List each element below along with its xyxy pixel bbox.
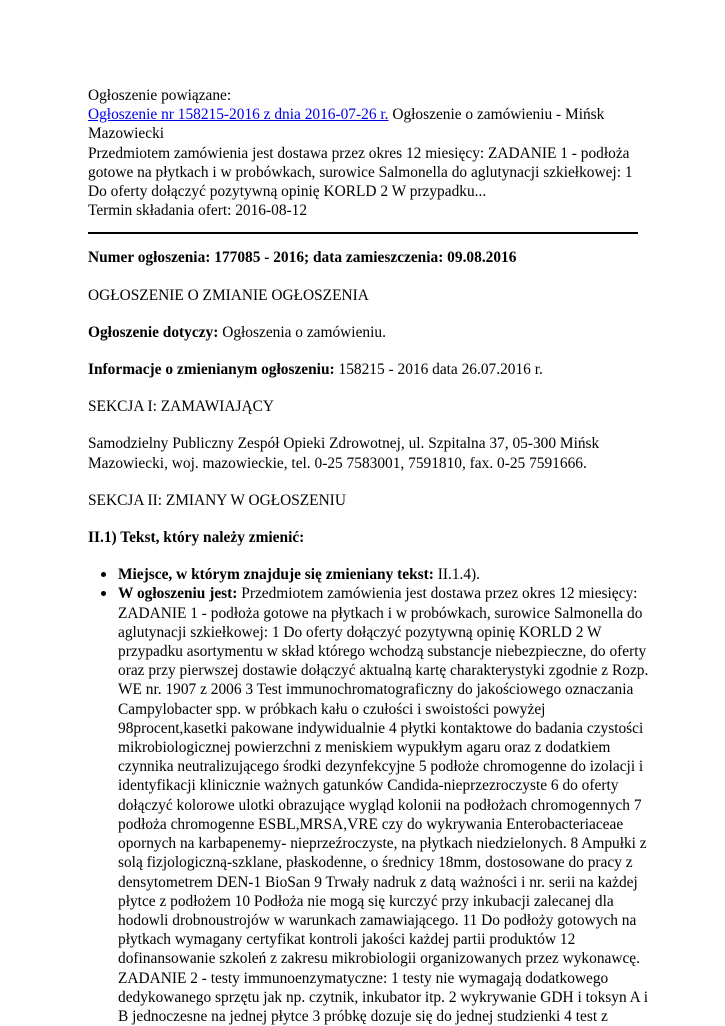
change-current-label: W ogłoszeniu jest: <box>118 585 238 603</box>
notice-title: OGŁOSZENIE O ZMIANIE OGŁOSZENIA <box>88 286 369 304</box>
list-item <box>88 565 650 584</box>
subsection-title <box>88 528 650 547</box>
notice-info-value: 158215 - 2016 data 26.07.2016 r. <box>334 361 543 379</box>
notice-number <box>88 248 650 267</box>
change-place-value: II.1.4). <box>433 566 481 584</box>
related-heading: Ogłoszenie powiązane: <box>88 87 232 104</box>
section-2-title: SEKCJA II: ZMIANY W OGŁOSZENIU <box>88 491 346 509</box>
related-summary: Przedmiotem zamówienia jest dostawa przez okres 12 miesięcy: ZADANIE 1 - podłoża gotowe na płytkach i w probówkach, surowice Salmonella do aglutynacji szkiełkowej: 1 Do oferty dołączyć pozytywną opinię KORLD 2 W przypadku... <box>88 144 633 201</box>
change-current-value: Przedmiotem zamówienia jest dostawa przez okres 12 miesięcy: ZADANIE 1 - podłoża gotowe na płytkach i w probówkach, surowice Salmonella do aglutynacji szkiełkowej: 1 Do oferty dołączyć pozytywną opinię KORLD 2 W przypadku asortymentu w skład którego wchodzą substancje niebezpieczne, do oferty oraz przy pierwszej dostawie dołączyć aktualną kartę charakterystyki zgodnie z Rozp. WE nr. 1907 z 2006 3 Test immunochromatograficzny do jakościowego oznaczania Campylobacter spp. w próbkach kału o czułości i swoistości powyżej 98procent,kasetki pakowane indywidualnie 4 płytki kontaktowe do badania czystości mikrobiologicznej powierzchni z meniskiem wypukłym agaru oraz z dodatkiem czynnika neutralizującego środki dezynfekcyjne 5 podłoże chromogenne do izolacji i identyfikacji klinicznie ważnych gatunków Candida-nieprzezroczyste 6 do oferty dołączyć kolorowe ulotki obrazujące wygląd kolonii na podłożach chromogennych 7 podłoża chromogenne ESBL,MRSA,VRE czy do wykrywania Enterobacteriaceae opornych na karbapenemy- nieprzeźroczyste, na płytkach niedzielonych. 8 Ampułki z solą fizjologiczną-szklane, płaskodenne, o średnicy 18mm, dostosowane do pracy z densytometrem DEN-1 BioSan 9 Trwały nadruk z datą ważności i nr. serii na każdej płytce z podłożem 10 Podłoża nie mogą się kurczyć przy inkubacji zalecanej dla hodowli drobnoustrojów w warunkach zamawiającego. 11 Do podłoży gotowych na płytkach wymagany certyfikat kontroli jakości każdej partii produktów 12 dofinansowanie szkoleń z zakresu mikrobiologii organizowanych przez wykonawcę. ZADANIE 2 - testy immunoenzymatyczne: 1 testy nie wymagają dodatkowego dedykowanego sprzętu jak np. czytnik, inkubator itp. 2 wykrywanie GDH i toksyn A i B jednoczesne na jednej płytce 3 próbkę dozuje się do jednej studzienki 4 test z <box>118 585 649 1025</box>
related-link-line <box>88 105 650 143</box>
notice-info-label: Informacje o zmienianym ogłoszeniu: <box>88 361 335 379</box>
related-deadline: Termin składania ofert: 2016-08-12 <box>88 202 308 220</box>
notice-concerns-value: Ogłoszenia o zamówieniu. <box>218 323 386 341</box>
notice-number-text: Numer ogłoszenia: 177085 - 2016; data zamieszczenia: 09.08.2016 <box>88 249 517 267</box>
related-notice-block <box>88 86 650 220</box>
related-link-suffix: Ogłoszenie o zamówieniu - Mińsk Mazowiecki <box>88 106 605 143</box>
change-place-label: Miejsce, w którym znajduje się zmieniany tekst: <box>118 566 434 584</box>
notice-concerns <box>88 323 650 342</box>
changes-list <box>88 565 650 1026</box>
divider <box>88 232 638 234</box>
subsection-title-text: II.1) Tekst, który należy zmienić: <box>88 529 305 547</box>
document-page <box>88 86 650 1026</box>
contracting-authority: Samodzielny Publiczny Zespół Opieki Zdrowotnej, ul. Szpitalna 37, 05-300 Mińsk Mazowiecki, woj. mazowieckie, tel. 0-25 7583001, 7591810, fax. 0-25 7591666. <box>88 435 600 472</box>
related-notice-link[interactable]: Ogłoszenie nr 158215-2016 z dnia 2016-07-26 r. <box>88 106 389 124</box>
section-1-title: SEKCJA I: ZAMAWIAJĄCY <box>88 398 275 416</box>
notice-info <box>88 360 650 379</box>
notice-concerns-label: Ogłoszenie dotyczy: <box>88 323 219 341</box>
list-item <box>88 584 650 1026</box>
